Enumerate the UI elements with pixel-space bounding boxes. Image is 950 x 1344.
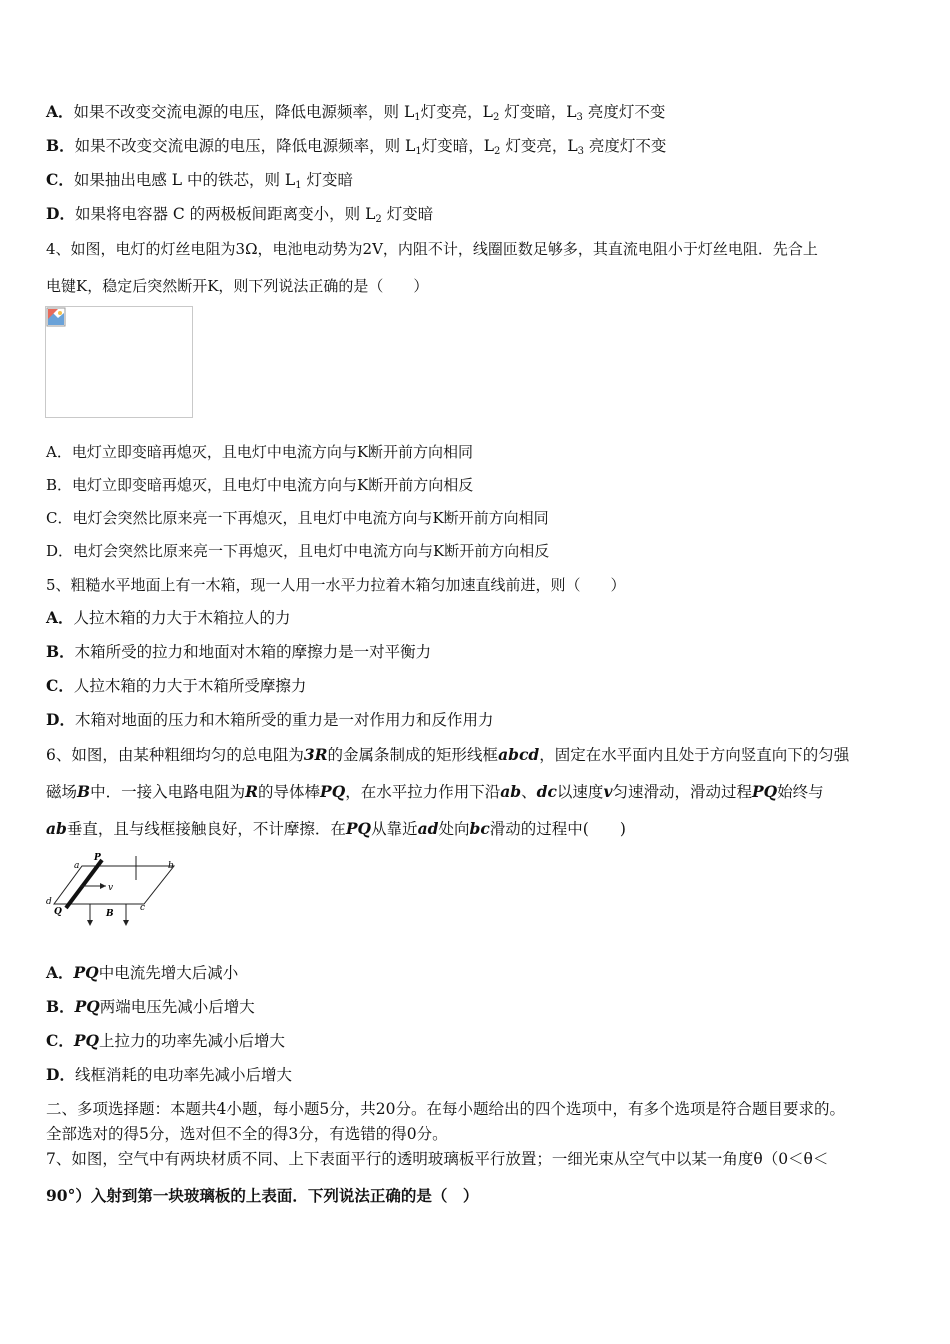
option-label: D．	[46, 204, 75, 223]
math: PQ	[73, 1031, 100, 1050]
subscript: 3	[576, 112, 583, 123]
text: 始终与	[777, 783, 824, 801]
text: 匀速滑动，滑动过程	[612, 783, 752, 801]
option-label: A．	[46, 963, 74, 982]
q3-option-c	[46, 170, 353, 196]
option-text: 灯变暗	[301, 171, 354, 189]
subscript: 1	[415, 146, 422, 157]
text: 滑动的过程中( )	[489, 820, 626, 838]
math: ab	[500, 782, 522, 801]
math: dc	[536, 782, 557, 801]
section2-instructions-line1: 二、多项选择题：本题共4小题，每小题5分，共20分。在每小题给出的四个选项中，有多个选项是符合题目要求的。	[46, 1100, 845, 1118]
option-label: A．	[46, 102, 74, 121]
option-text: 灯变暗	[381, 205, 434, 223]
label-b-field: B	[106, 909, 114, 919]
label-a: a	[74, 861, 80, 871]
q5-stem: 5、粗糙水平地面上有一木箱，现一人用一水平力拉着木箱匀加速直线前进，则（ ）	[46, 576, 626, 594]
math: abcd	[498, 745, 540, 764]
math: B	[77, 782, 91, 801]
q6-option-a	[46, 963, 238, 983]
option-text: 人拉木箱的力大于木箱所受摩擦力	[73, 677, 307, 695]
option-text: 灯变亮，L	[420, 103, 493, 121]
subscript: 3	[577, 146, 584, 157]
option-text: 上拉力的功率先减小后增大	[99, 1032, 286, 1050]
option-label: B．	[46, 997, 75, 1016]
text: 、	[521, 783, 537, 801]
text: 从靠近	[371, 820, 418, 838]
text: 处向	[438, 820, 470, 838]
q4-stem-line1: 4、如图，电灯的灯丝电阻为3Ω，电池电动势为2V，内阻不计，线圈匝数足够多，其直流电阻小于灯丝电阻．先合上	[46, 240, 818, 258]
subscript: 2	[492, 112, 500, 123]
velocity-arrowhead	[100, 883, 106, 889]
option-text: 木箱所受的拉力和地面对木箱的摩擦力是一对平衡力	[74, 643, 432, 661]
math: R	[245, 782, 259, 801]
option-text: 灯变暗，L	[421, 137, 495, 155]
q3-option-d	[46, 204, 433, 230]
option-text: 中电流先增大后减小	[98, 964, 239, 982]
math: PQ	[751, 782, 778, 801]
option-text: 如果不改变交流电源的电压，降低电源频率，则 L	[74, 137, 416, 155]
q5-option-b	[46, 642, 431, 662]
label-d: d	[46, 897, 52, 907]
math: ab	[46, 819, 67, 838]
label-p: P	[94, 853, 101, 863]
text: 中．一接入电路电阻为	[90, 783, 246, 801]
text: 的导体棒	[258, 783, 321, 801]
label-c: c	[140, 903, 146, 913]
label-v: v	[108, 883, 114, 893]
section2-instructions-line2: 全部选对的得5分，选对但不全的得3分，有选错的得0分。	[46, 1125, 448, 1143]
option-text: 如果不改变交流电源的电压，降低电源频率，则 L	[73, 103, 415, 121]
option-text: 线框消耗的电功率先减小后增大	[74, 1066, 292, 1084]
math: ad	[417, 819, 439, 838]
math: v	[603, 782, 613, 801]
q6-stem-line2	[46, 782, 824, 802]
option-text: 木箱对地面的压力和木箱所受的重力是一对作用力和反作用力	[74, 711, 494, 729]
subscript: 2	[494, 146, 501, 157]
subscript: 1	[295, 180, 302, 191]
q6-circuit-diagram	[44, 852, 184, 932]
text: 磁场	[46, 783, 78, 801]
q6-stem-line1	[46, 745, 849, 765]
text: ，在水平拉力作用下沿	[345, 783, 501, 801]
math: 3R	[303, 745, 328, 764]
option-label: D．	[46, 710, 75, 729]
option-text: 亮度灯不变	[582, 103, 666, 121]
text: 以速度	[556, 783, 604, 801]
q4-option-d: D．电灯会突然比原来亮一下再熄灭，且电灯中电流方向与K断开前方向相反	[46, 542, 550, 560]
math: PQ	[320, 782, 346, 801]
math: PQ	[345, 819, 372, 838]
option-label: D．	[46, 1065, 75, 1084]
q5-option-a	[46, 608, 291, 628]
field-arrowhead-2	[87, 920, 93, 926]
label-q: Q	[54, 907, 62, 917]
math: PQ	[74, 997, 100, 1016]
option-label: A．	[46, 608, 74, 627]
q4-option-c: C．电灯会突然比原来亮一下再熄灭，且电灯中电流方向与K断开前方向相同	[46, 509, 549, 527]
text: 的金属条制成的矩形线框	[327, 746, 499, 764]
option-text: 两端电压先减小后增大	[99, 998, 255, 1016]
q4-option-a: A．电灯立即变暗再熄灭，且电灯中电流方向与K断开前方向相同	[46, 443, 474, 461]
option-label: B．	[46, 642, 75, 661]
option-text: 灯变暗，L	[499, 103, 577, 121]
q4-option-b: B．电灯立即变暗再熄灭，且电灯中电流方向与K断开前方向相反	[46, 476, 474, 494]
label-b: b	[168, 861, 174, 871]
q6-stem-line3	[46, 819, 626, 839]
q7-stem-line1: 7、如图，空气中有两块材质不同、上下表面平行的透明玻璃板平行放置；一细光束从空气中以某一角度θ（0＜θ＜	[46, 1150, 829, 1168]
option-label: C．	[46, 1031, 74, 1050]
q5-option-d	[46, 710, 493, 730]
subscript: 2	[375, 214, 382, 225]
conductor-rod-pq	[66, 860, 102, 908]
text: ，固定在水平面内且处于方向竖直向下的匀强	[539, 746, 850, 764]
option-label: C．	[46, 170, 74, 189]
option-text: 如果抽出电感 L 中的铁芯，则 L	[73, 171, 296, 189]
q4-figure-placeholder	[45, 306, 193, 418]
q3-option-b	[46, 136, 666, 162]
subscript: 1	[414, 112, 421, 123]
option-text: 如果将电容器 C 的两极板间距离变小，则 L	[74, 205, 376, 223]
math: PQ	[73, 963, 99, 982]
q4-stem-line2: 电键K，稳定后突然断开K，则下列说法正确的是（ ）	[46, 277, 429, 295]
option-text: 灯变亮，L	[500, 137, 578, 155]
q5-option-c	[46, 676, 306, 696]
option-text: 人拉木箱的力大于木箱拉人的力	[73, 609, 291, 627]
broken-image-icon	[46, 307, 66, 327]
q7-stem-line2: 90°）入射到第一块玻璃板的上表面．下列说法正确的是（ ）	[46, 1186, 479, 1205]
q6-option-c	[46, 1031, 285, 1051]
q6-option-b	[46, 997, 255, 1017]
field-arrowhead-3	[123, 920, 129, 926]
option-text: 亮度灯不变	[584, 137, 667, 155]
q6-option-d	[46, 1065, 292, 1085]
option-label: B．	[46, 136, 75, 155]
math: bc	[469, 819, 490, 838]
text: 垂直，且与线框接触良好，不计摩擦．在	[66, 820, 346, 838]
option-label: C．	[46, 676, 74, 695]
text: 6、如图，由某种粗细均匀的总电阻为	[46, 746, 304, 764]
q3-option-a	[46, 102, 665, 128]
